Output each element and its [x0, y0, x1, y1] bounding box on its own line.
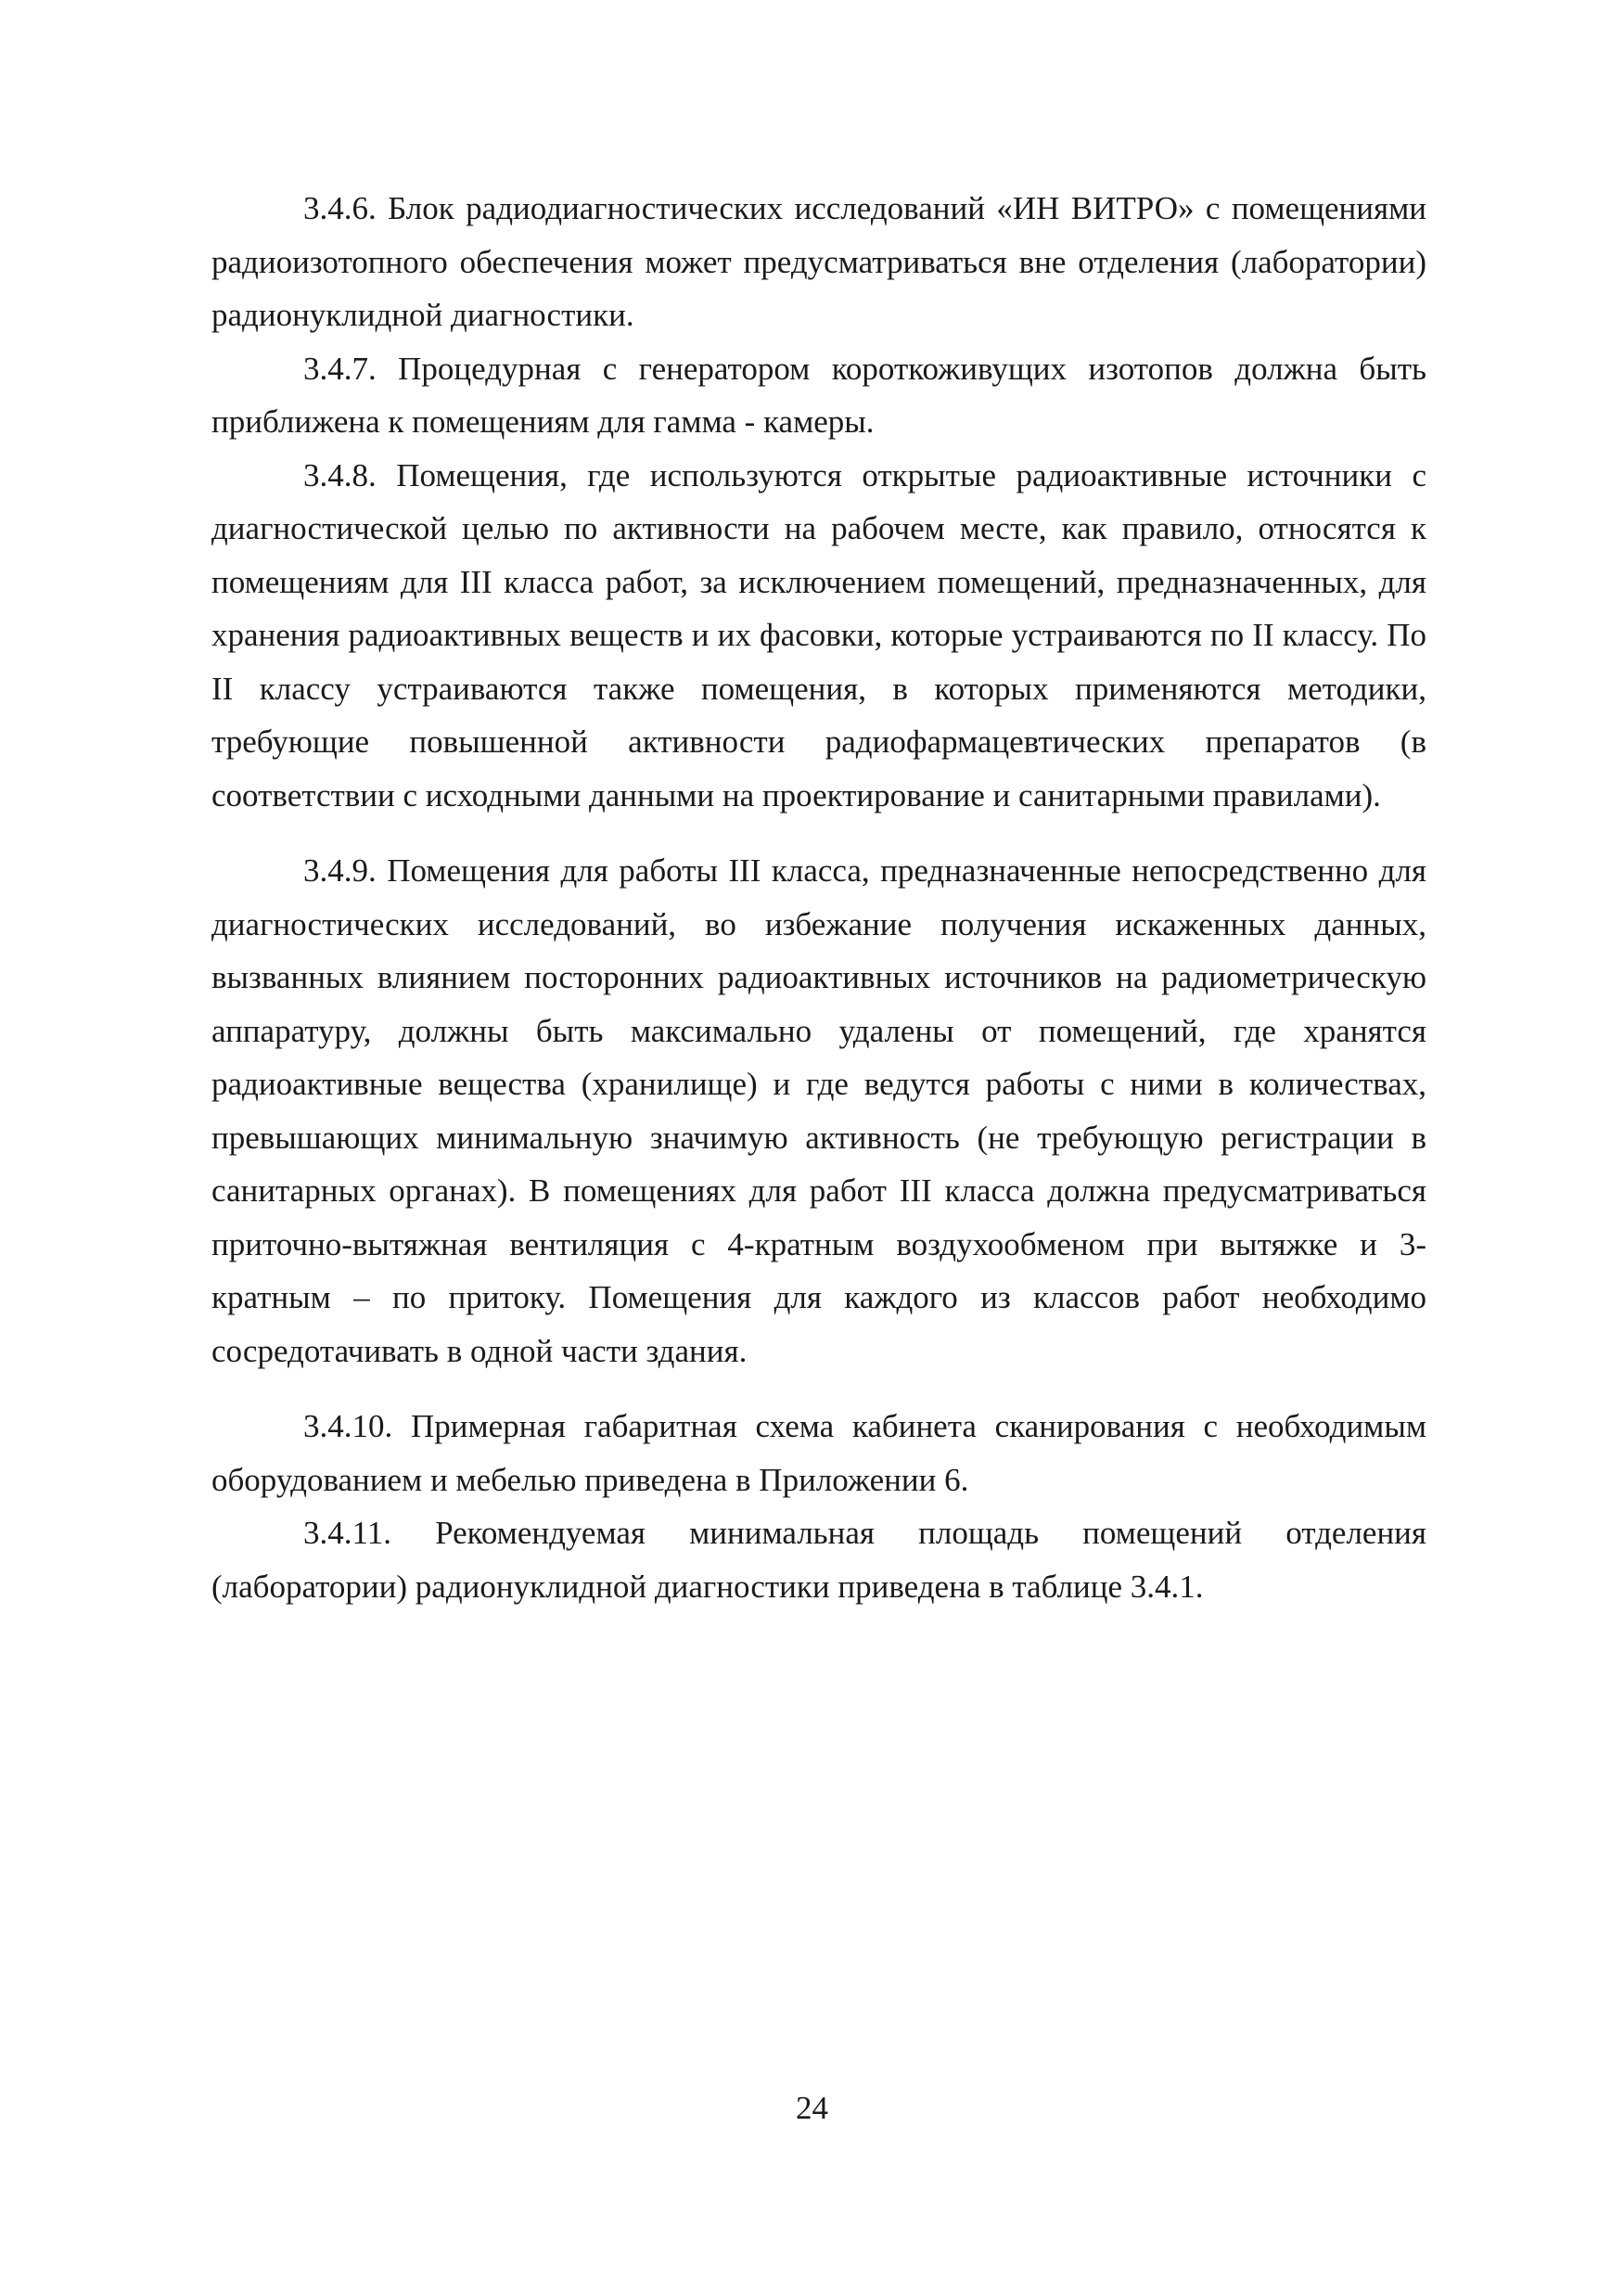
paragraph-3-4-7: 3.4.7. Процедурная с генератором короткоживущих изотопов должна быть приближена к помещениям для гамма - камеры.: [211, 350, 1426, 440]
paragraph-3-4-10: 3.4.10. Примерная габаритная схема кабинета сканирования с необходимым оборудованием и мебелью приведена в Приложении 6.: [211, 1408, 1426, 1498]
paragraph-3-4-9: 3.4.9. Помещения для работы III класса, предназначенные непосредственно для диагностических исследований, во избежание получения искаженных данных, вызванных влиянием посторонних радиоактивных источников на радиометрическую аппаратуру, должны быть максимально удалены от помещений, где хранятся радиоактивные вещества (хранилище) и где ведутся работы с ними в количествах, превышающих минимальную значимую активность (не требующую регистрации в санитарных органах). В помещениях для работ III класса должна предусматриваться приточно-вытяжная вентиляция с 4-кратным воздухообменом при вытяжке и 3-кратным – по притоку. Помещения для каждого из классов работ необходимо сосредотачивать в одной части здания.: [211, 852, 1426, 1369]
paragraph-3-4-6: 3.4.6. Блок радиодиагностических исследований «ИН ВИТРО» с помещениями радиоизотопного обеспечения может предусматриваться вне отделения (лаборатории) радионуклидной диагностики.: [211, 190, 1426, 333]
paragraph-3-4-8: 3.4.8. Помещения, где используются открытые радиоактивные источники с диагностической целью по активности на рабочем месте, как правило, относятся к помещениям для III класса работ, за исключением помещений, предназначенных, для хранения радиоактивных веществ и их фасовки, которые устраиваются по II классу. По II классу устраиваются также помещения, в которых применяются методики, требующие повышенной активности радиофармацевтических препаратов (в соответствии с исходными данными на проектирование и санитарными правилами).: [211, 456, 1426, 813]
page-number: 24: [796, 2090, 828, 2126]
document-body: [211, 182, 1426, 1613]
paragraph-3-4-11: 3.4.11. Рекомендуемая минимальная площадь помещений отделения (лаборатории) радионуклидной диагностики приведена в таблице 3.4.1.: [211, 1515, 1426, 1605]
